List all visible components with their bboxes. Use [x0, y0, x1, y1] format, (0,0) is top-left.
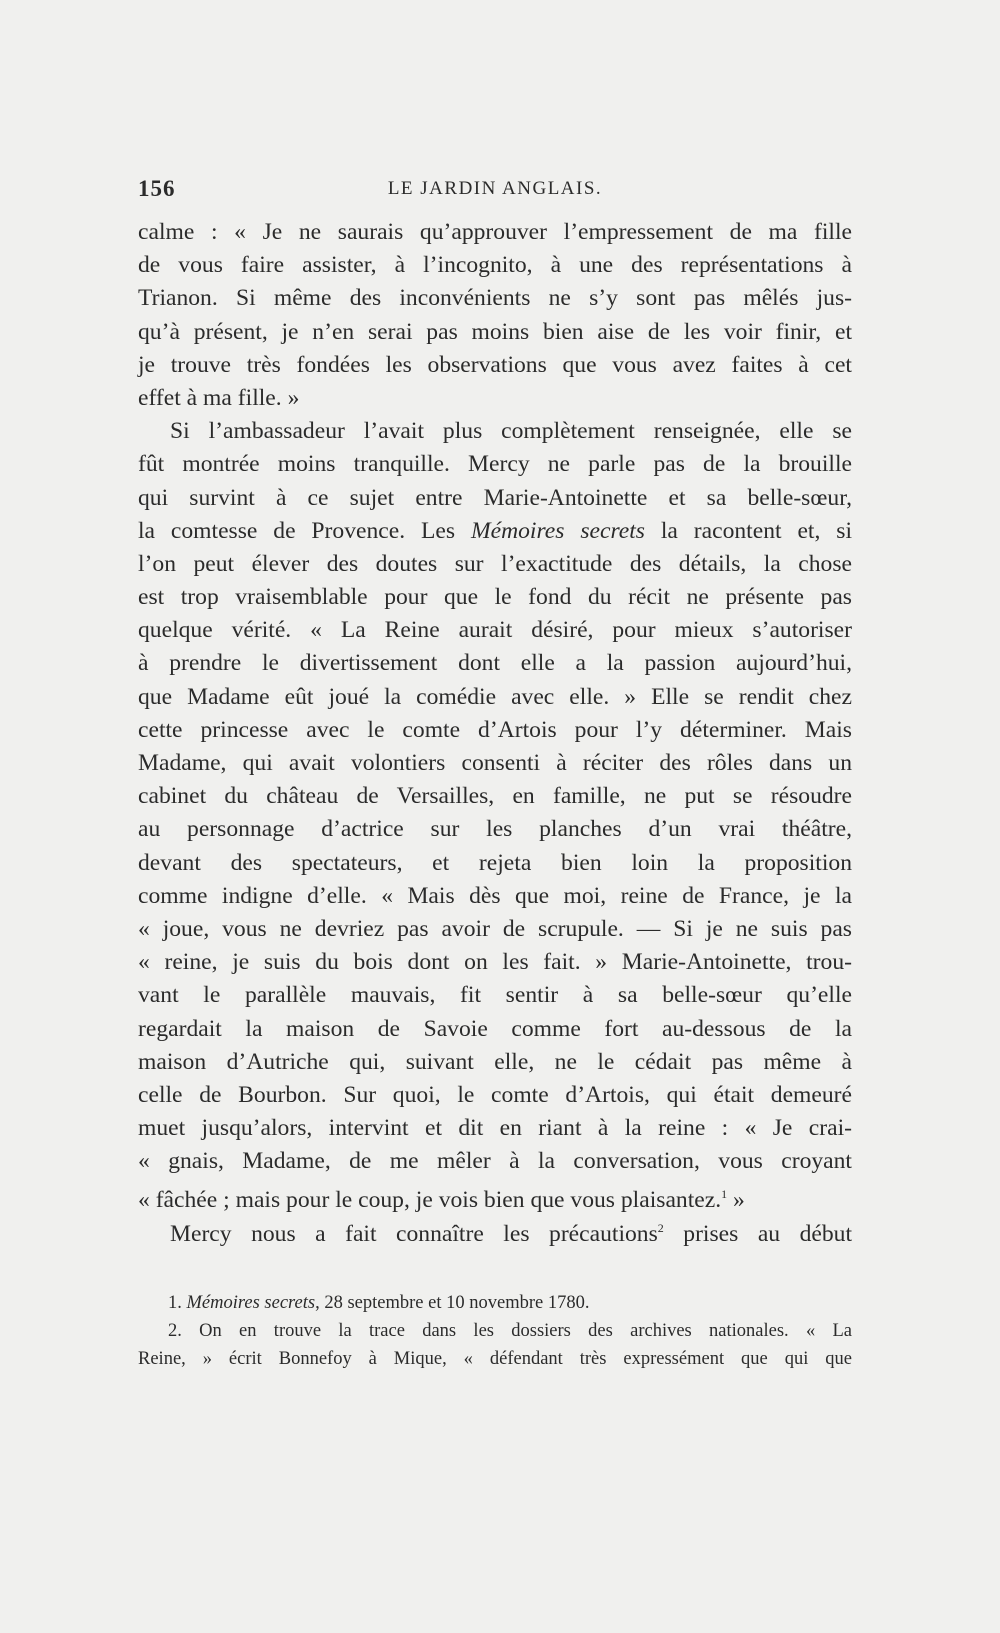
text-line: est trop vraisemblable pour que le fond du récit ne présente pas	[138, 584, 852, 611]
text-line: fût montrée moins tranquille. Mercy ne parle pas de la brouille	[138, 451, 852, 478]
text-line: « gnais, Madame, de me mêler à la conversation, vous croyant	[138, 1148, 852, 1175]
text-line: je trouve très fondées les observations que vous avez faites à cet	[138, 351, 852, 378]
text-line: « reine, je suis du bois dont on les fait. » Marie-Antoinette, trou-	[138, 949, 852, 976]
text-line: effet à ma fille. »	[138, 384, 300, 411]
text-line: regardait la maison de Savoie comme fort au-dessous de la	[138, 1015, 852, 1042]
text-line: celle de Bourbon. Sur quoi, le comte d’Artois, qui était demeuré	[138, 1081, 852, 1108]
footnote-ref-1[interactable]: 1	[721, 1187, 728, 1202]
text-line: muet jusqu’alors, intervint et dit en riant à la reine : « Je crai-	[138, 1115, 852, 1142]
footnote-text: , 28 septembre et 10 novembre 1780.	[315, 1293, 590, 1313]
text-line-with-footnote-ref	[138, 1178, 852, 1214]
text-fragment: Mercy nous a fait connaître les précautions	[170, 1220, 658, 1247]
text-line: cette princesse avec le comte d’Artois pour l’y déterminer. Mais	[138, 716, 852, 743]
body-text	[138, 216, 852, 1245]
page-number: 156	[138, 176, 176, 201]
footnote-2-line-1: 2. On en trouve la trace dans les dossiers des archives nationales. « La	[168, 1321, 852, 1341]
text-line: Trianon. Si même des inconvénients ne s’y sont pas mêlés jus-	[138, 285, 852, 312]
text-line: Si l’ambassadeur l’avait plus complètement renseignée, elle se	[170, 418, 852, 445]
text-line: l’on peut élever des doutes sur l’exactitude des détails, la chose	[138, 550, 852, 577]
text-line: quelque vérité. « La Reine aurait désiré, pour mieux s’autoriser	[138, 617, 852, 644]
footnotes	[138, 1289, 852, 1373]
footnote-1	[138, 1289, 852, 1317]
footnote-number: 1.	[168, 1293, 182, 1313]
text-fragment: « fâchée ; mais pour le coup, je vois bien que vous plaisantez.	[138, 1187, 722, 1214]
running-head	[138, 176, 852, 202]
text-line-with-title	[138, 515, 852, 548]
text-line: cabinet du château de Versailles, en famille, ne put se résoudre	[138, 783, 852, 810]
text-fragment: la racontent et, si	[660, 517, 852, 544]
text-line: de vous faire assister, à l’incognito, à une des représentations à	[138, 252, 852, 279]
text-line-with-footnote-ref	[138, 1212, 852, 1245]
text-line: « joue, vous ne devriez pas avoir de scrupule. — Si je ne suis pas	[138, 915, 852, 942]
text-line: Madame, qui avait volontiers consenti à réciter des rôles dans un	[138, 750, 852, 776]
footnote-2-line-2: Reine, » écrit Bonnefoy à Mique, « défendant très expressément que qui que	[138, 1349, 852, 1369]
text-line: que Madame eût joué la comédie avec elle. » Elle se rendit chez	[138, 683, 852, 710]
text-line: maison d’Autriche qui, suivant elle, ne le cédait pas même à	[138, 1048, 852, 1075]
text-fragment: prises au début	[663, 1220, 852, 1247]
running-title: LE JARDIN ANGLAIS.	[387, 178, 603, 199]
text-line: qui survint à ce sujet entre Marie-Antoinette et sa belle-sœur,	[138, 484, 852, 511]
footnote-title: Mémoires secrets	[186, 1293, 316, 1313]
text-line: à prendre le divertissement dont elle a la passion aujourd’hui,	[138, 650, 852, 677]
text-line: vant le parallèle mauvais, fit sentir à sa belle-sœur qu’elle	[138, 982, 852, 1009]
text-fragment: la comtesse de Provence. Les	[138, 517, 456, 544]
text-line: qu’à présent, je n’en serai pas moins bien aise de les voir finir, et	[138, 318, 852, 345]
text-line: au personnage d’actrice sur les planches d’un vrai théâtre,	[138, 816, 852, 843]
book-title: Mémoires secrets	[470, 517, 645, 544]
text-line: devant des spectateurs, et rejeta bien loin la proposition	[138, 849, 852, 876]
footnote-ref-2[interactable]: 2	[657, 1220, 664, 1235]
text-line: calme : « Je ne saurais qu’approuver l’empressement de ma fille	[138, 219, 852, 245]
text-fragment: »	[727, 1187, 745, 1214]
text-line: comme indigne d’elle. « Mais dès que moi, reine de France, je la	[138, 882, 852, 909]
